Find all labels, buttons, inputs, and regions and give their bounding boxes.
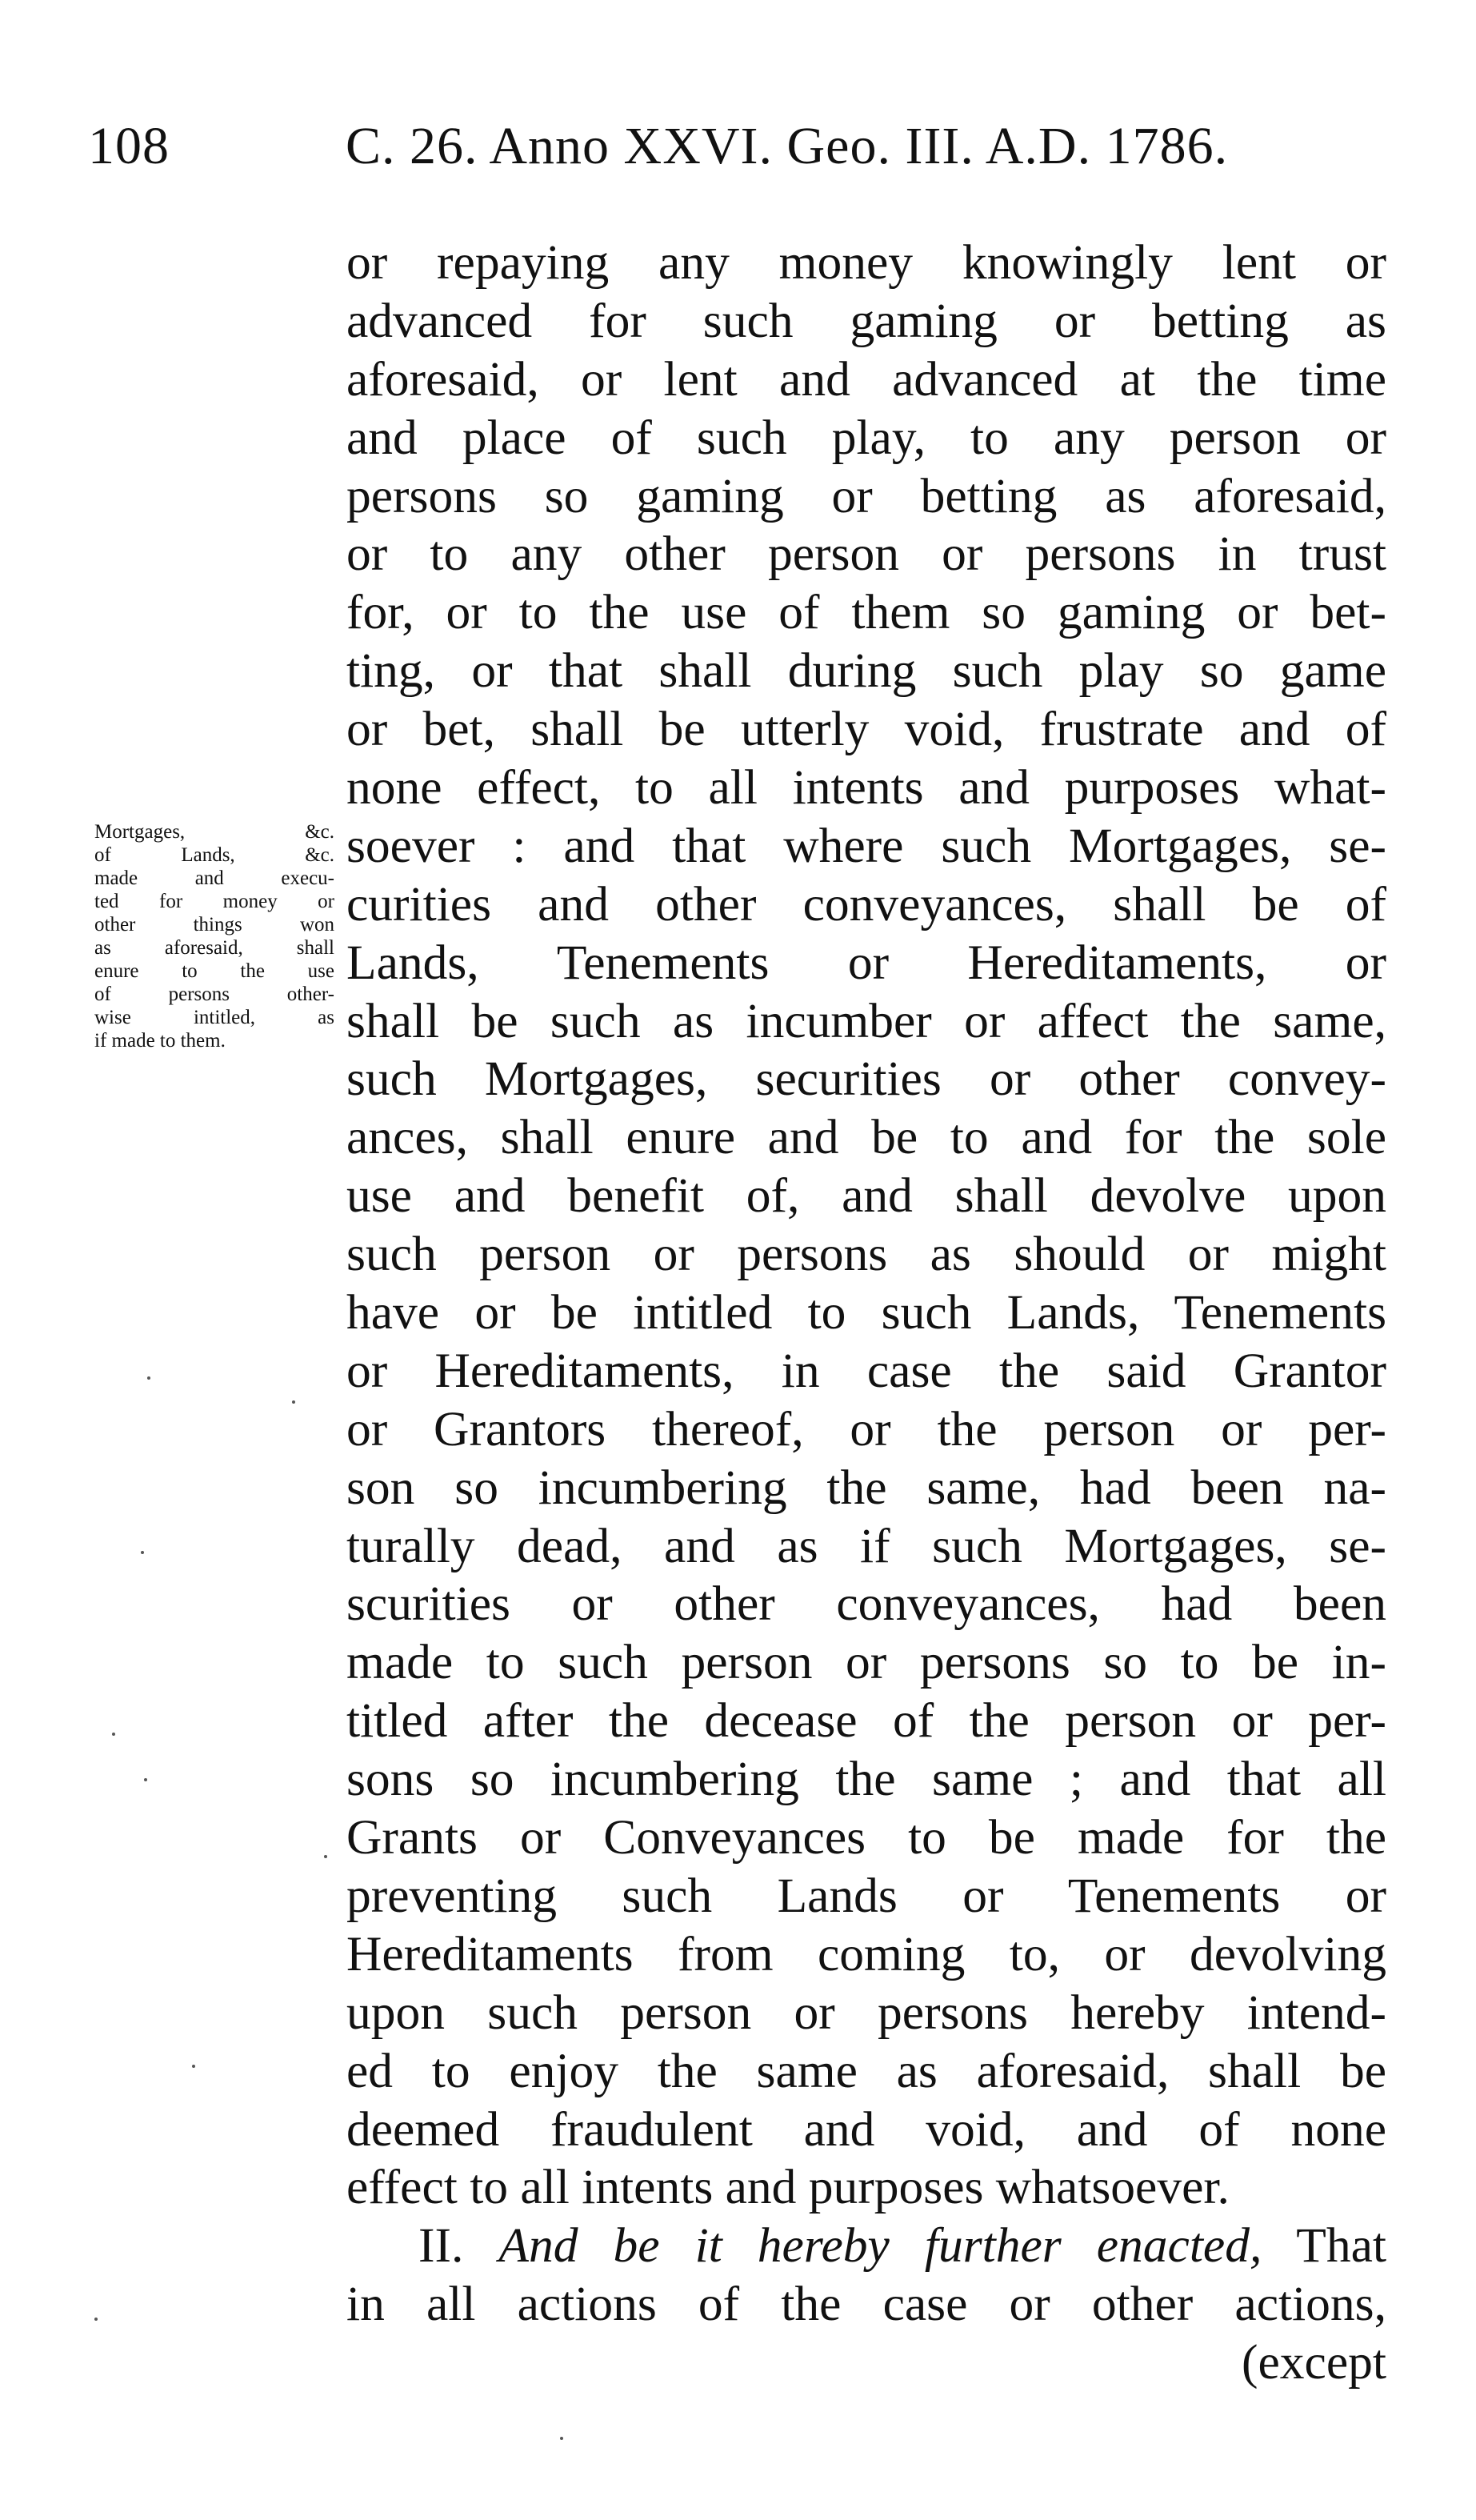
text-line: deemed fraudulent and void, and of none: [346, 2101, 1386, 2157]
text-line: or repaying any money knowingly lent or: [346, 235, 1386, 290]
body-text: [346, 234, 1386, 2392]
text-line: or Grantors thereof, or the person or per-: [346, 1401, 1386, 1456]
text-line: ed to enjoy the same as aforesaid, shall be: [346, 2043, 1386, 2098]
text-line: Lands, Tenements or Hereditaments, or: [346, 935, 1386, 990]
print-speck: [141, 1551, 144, 1554]
text-line: for, or to the use of them so gaming or bet-: [346, 585, 1386, 640]
text-line: or bet, shall be utterly void, frustrate and of: [346, 702, 1386, 757]
margin-note-line: wise intitled, as: [94, 1007, 334, 1028]
text-line: aforesaid, or lent and advanced at the time: [346, 351, 1386, 407]
print-speck: [292, 1400, 295, 1404]
text-line: or to any other person or persons in trust: [346, 527, 1386, 582]
section-that: That: [1296, 2218, 1386, 2274]
text-line: advanced for such gaming or betting as: [346, 293, 1386, 348]
page-number: 108: [88, 117, 170, 175]
print-speck: [147, 1376, 150, 1380]
text-line: have or be intitled to such Lands, Tenements: [346, 1285, 1386, 1340]
text-line: son so incumbering the same, had been na-: [346, 1460, 1386, 1515]
print-speck: [324, 1855, 327, 1858]
margin-note-line: Mortgages, &c.: [94, 821, 334, 843]
text-line: soever : and that where such Mortgages, se-: [346, 818, 1386, 873]
section-two-heading: [346, 2217, 1386, 2275]
text-line: Grants or Conveyances to be made for the: [346, 1810, 1386, 1865]
print-speck: [144, 1778, 147, 1781]
print-speck: [112, 1733, 115, 1736]
print-speck: [192, 2065, 195, 2068]
margin-note-line: of Lands, &c.: [94, 844, 334, 866]
text-line: in all actions of the case or other actions,: [346, 2277, 1386, 2332]
margin-note: [94, 820, 334, 1052]
print-speck: [560, 2437, 563, 2440]
text-line: none effect, to all intents and purposes what-: [346, 760, 1386, 815]
margin-note-line: of persons other-: [94, 984, 334, 1005]
text-line: ting, or that shall during such play so game: [346, 643, 1386, 699]
margin-note-line: made and execu-: [94, 867, 334, 889]
text-line: turally dead, and as if such Mortgages, se-: [346, 1518, 1386, 1573]
text-line: made to such person or persons so to be in-: [346, 1635, 1386, 1690]
text-line: curities and other conveyances, shall be of: [346, 876, 1386, 931]
margin-note-line: enure to the use: [94, 960, 334, 982]
margin-note-line: if made to them.: [94, 1030, 226, 1052]
text-line: upon such person or persons hereby intend-: [346, 1985, 1386, 2040]
print-speck: [94, 2318, 98, 2321]
text-line: such person or persons as should or might: [346, 1227, 1386, 1282]
text-line: sons so incumbering the same ; and that all: [346, 1752, 1386, 1807]
margin-note-line: as aforesaid, shall: [94, 937, 334, 959]
text-line: such Mortgages, securities or other convey-: [346, 1052, 1386, 1107]
text-line: scurities or other conveyances, had been: [346, 1577, 1386, 1632]
text-line: ances, shall enure and be to and for the sole: [346, 1110, 1386, 1165]
running-head: [88, 110, 1384, 182]
text-line: and place of such play, to any person or: [346, 410, 1386, 465]
running-title: C. 26. Anno XXVI. Geo. III. A.D. 1786.: [346, 117, 1229, 175]
text-line: preventing such Lands or Tenements or: [346, 1868, 1386, 1923]
margin-note-line: other things won: [94, 914, 334, 935]
text-line: persons so gaming or betting as aforesaid,: [346, 468, 1386, 523]
text-line: titled after the decease of the person or per-: [346, 1693, 1386, 1749]
section-enacting-clause: And be it hereby further enacted,: [498, 2218, 1262, 2274]
margin-note-line: ted for money or: [94, 891, 334, 912]
text-line: effect to all intents and purposes whatsoever.: [346, 2160, 1230, 2215]
text-line: shall be such as incumber or affect the same,: [346, 993, 1386, 1048]
catchword: (except: [1242, 2335, 1386, 2390]
section-number: II.: [418, 2218, 464, 2274]
text-line: use and benefit of, and shall devolve upon: [346, 1168, 1386, 1224]
text-line: or Hereditaments, in case the said Grantor: [346, 1343, 1386, 1398]
text-line: Hereditaments from coming to, or devolving: [346, 1926, 1386, 1981]
